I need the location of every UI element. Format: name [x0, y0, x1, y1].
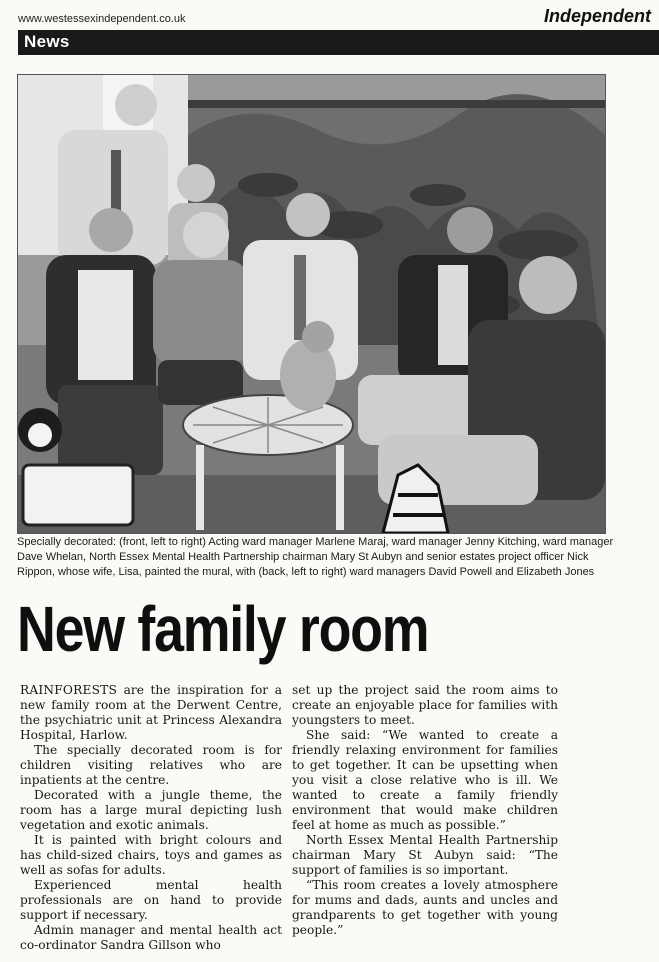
paragraph: “This room creates a lovely atmosphere for mums and dads, aunts and uncles and grandparents to get together with young people.” [292, 878, 558, 937]
lead-word: RAINFORESTS [20, 683, 118, 697]
paragraph: North Essex Mental Health Partnership chairman Mary St Aubyn said: “The support of families is so important. [292, 833, 558, 877]
article-column-1 [20, 683, 282, 953]
group-photo [17, 74, 606, 534]
site-url[interactable]: www.westessexindependent.co.uk [18, 13, 186, 25]
paragraph: Decorated with a jungle theme, the room has a large mural depicting lush vegetation and exotic animals. [20, 788, 282, 832]
paragraph: She said: “We wanted to create a friendly relaxing environment for families to get together. It can be upsetting when you visit a close relative who is ill. We wanted to create a family friendly environment that would make children feel at home as much as possible.” [292, 728, 558, 832]
section-label: News [24, 32, 70, 51]
article-column-2 [292, 683, 558, 938]
paragraph: It is painted with bright colours and has child-sized chairs, toys and games as well as sofas for adults. [20, 833, 282, 877]
paragraph: RAINFORESTS are the inspiration for a new family room at the Derwent Centre, the psychiatric unit at Princess Alexandra Hospital, Harlow. [20, 683, 282, 742]
group-photo-illustration [18, 75, 605, 533]
paragraph: Admin manager and mental health act co-ordinator Sandra Gillson who [20, 923, 282, 952]
paragraph: set up the project said the room aims to create an enjoyable place for families with youngsters to meet. [292, 683, 558, 727]
photo-caption: Specially decorated: (front, left to right) Acting ward manager Marlene Maraj, ward manager Jenny Kitching, ward manager Dave Whelan, North Essex Mental Health Partnership chairman Mary St Aubyn and senior estates project officer Nick Rippon, whose wife, Lisa, painted the mural, with (back, left to right) ward managers David Powell and Elizabeth Jones [17, 536, 614, 578]
paragraph: The specially decorated room is for children visiting relatives who are inpatients at the centre. [20, 743, 282, 787]
masthead [0, 0, 659, 56]
section-bar [18, 30, 659, 55]
paragraph: Experienced mental health professionals are on hand to provide support if necessary. [20, 878, 282, 922]
newspaper-brand: Independent [544, 6, 651, 26]
headline: New family room [17, 593, 429, 665]
